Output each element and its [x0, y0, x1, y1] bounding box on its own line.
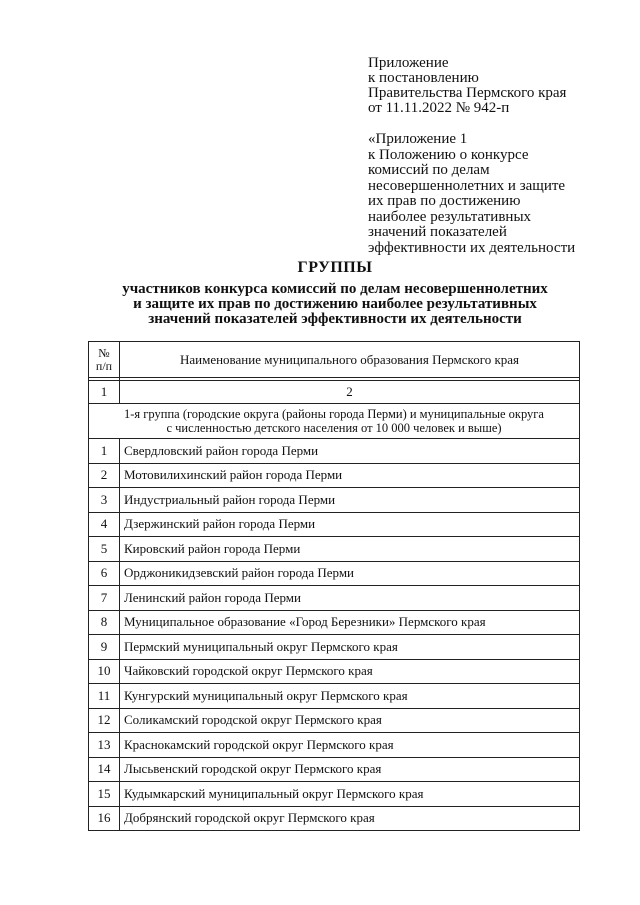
row-number: 14: [89, 757, 120, 782]
table-row: [89, 537, 580, 562]
table-row: [89, 610, 580, 635]
row-municipality-name: Ленинский район города Перми: [120, 586, 580, 611]
groups-table: [88, 341, 580, 831]
row-number: 11: [89, 684, 120, 709]
table-row: [89, 512, 580, 537]
table-row: [89, 561, 580, 586]
table-row: [89, 586, 580, 611]
row-municipality-name: Лысьвенский городской округ Пермского края: [120, 757, 580, 782]
row-number: 1: [89, 439, 120, 464]
row-number: 13: [89, 733, 120, 758]
row-municipality-name: Дзержинский район города Перми: [120, 512, 580, 537]
table-row: [89, 659, 580, 684]
table-body: [89, 439, 580, 831]
group-1-label: 1-я группа (городские округа (районы города Перми) и муниципальные округа с численностью детского населения от 10 000 человек и выше): [89, 404, 580, 439]
row-municipality-name: Краснокамский городской округ Пермского края: [120, 733, 580, 758]
table-row: [89, 806, 580, 831]
column-index-2: 2: [120, 381, 580, 404]
column-index-1: 1: [89, 381, 120, 404]
table-row: [89, 733, 580, 758]
row-number: 10: [89, 659, 120, 684]
document-title: ГРУППЫ: [297, 259, 373, 276]
row-municipality-name: Соликамский городской округ Пермского края: [120, 708, 580, 733]
appendix-reference: «Приложение 1 к Положению о конкурсе комиссий по делам несовершеннолетних и защите их прав по достижению наиболее результативных значений показателей эффективности их деятельности: [368, 131, 576, 256]
row-number: 3: [89, 488, 120, 513]
table-row: [89, 488, 580, 513]
row-municipality-name: Кудымкарский муниципальный округ Пермского края: [120, 782, 580, 807]
row-municipality-name: Пермский муниципальный округ Пермского края: [120, 635, 580, 660]
table-row: [89, 708, 580, 733]
table-row: [89, 684, 580, 709]
row-municipality-name: Чайковский городской округ Пермского края: [120, 659, 580, 684]
row-number: 6: [89, 561, 120, 586]
row-municipality-name: Орджоникидзевский район города Перми: [120, 561, 580, 586]
row-number: 15: [89, 782, 120, 807]
appendix-header: Приложение к постановлению Правительства Пермского края от 11.11.2022 № 942-п: [368, 55, 567, 116]
row-number: 4: [89, 512, 120, 537]
column-index-row: [89, 381, 580, 404]
row-number: 9: [89, 635, 120, 660]
row-municipality-name: Муниципальное образование «Город Березники» Пермского края: [120, 610, 580, 635]
header-number: № п/п: [89, 342, 120, 378]
row-number: 16: [89, 806, 120, 831]
table-row: [89, 439, 580, 464]
table-row: [89, 635, 580, 660]
table-header-row: [89, 342, 580, 378]
row-number: 5: [89, 537, 120, 562]
table-row: [89, 782, 580, 807]
row-number: 2: [89, 463, 120, 488]
table-row: [89, 463, 580, 488]
group-row: [89, 404, 580, 439]
row-number: 12: [89, 708, 120, 733]
row-municipality-name: Кунгурский муниципальный округ Пермского края: [120, 684, 580, 709]
row-municipality-name: Добрянский городской округ Пермского края: [120, 806, 580, 831]
row-number: 7: [89, 586, 120, 611]
header-name: Наименование муниципального образования Пермского края: [120, 342, 580, 378]
row-municipality-name: Мотовилихинский район города Перми: [120, 463, 580, 488]
row-municipality-name: Свердловский район города Перми: [120, 439, 580, 464]
row-municipality-name: Индустриальный район города Перми: [120, 488, 580, 513]
table-row: [89, 757, 580, 782]
document-subtitle: участников конкурса комиссий по делам несовершеннолетних и защите их прав по достижению наиболее результативных значений показателей эффективности их деятельности: [122, 281, 548, 327]
row-municipality-name: Кировский район города Перми: [120, 537, 580, 562]
row-number: 8: [89, 610, 120, 635]
